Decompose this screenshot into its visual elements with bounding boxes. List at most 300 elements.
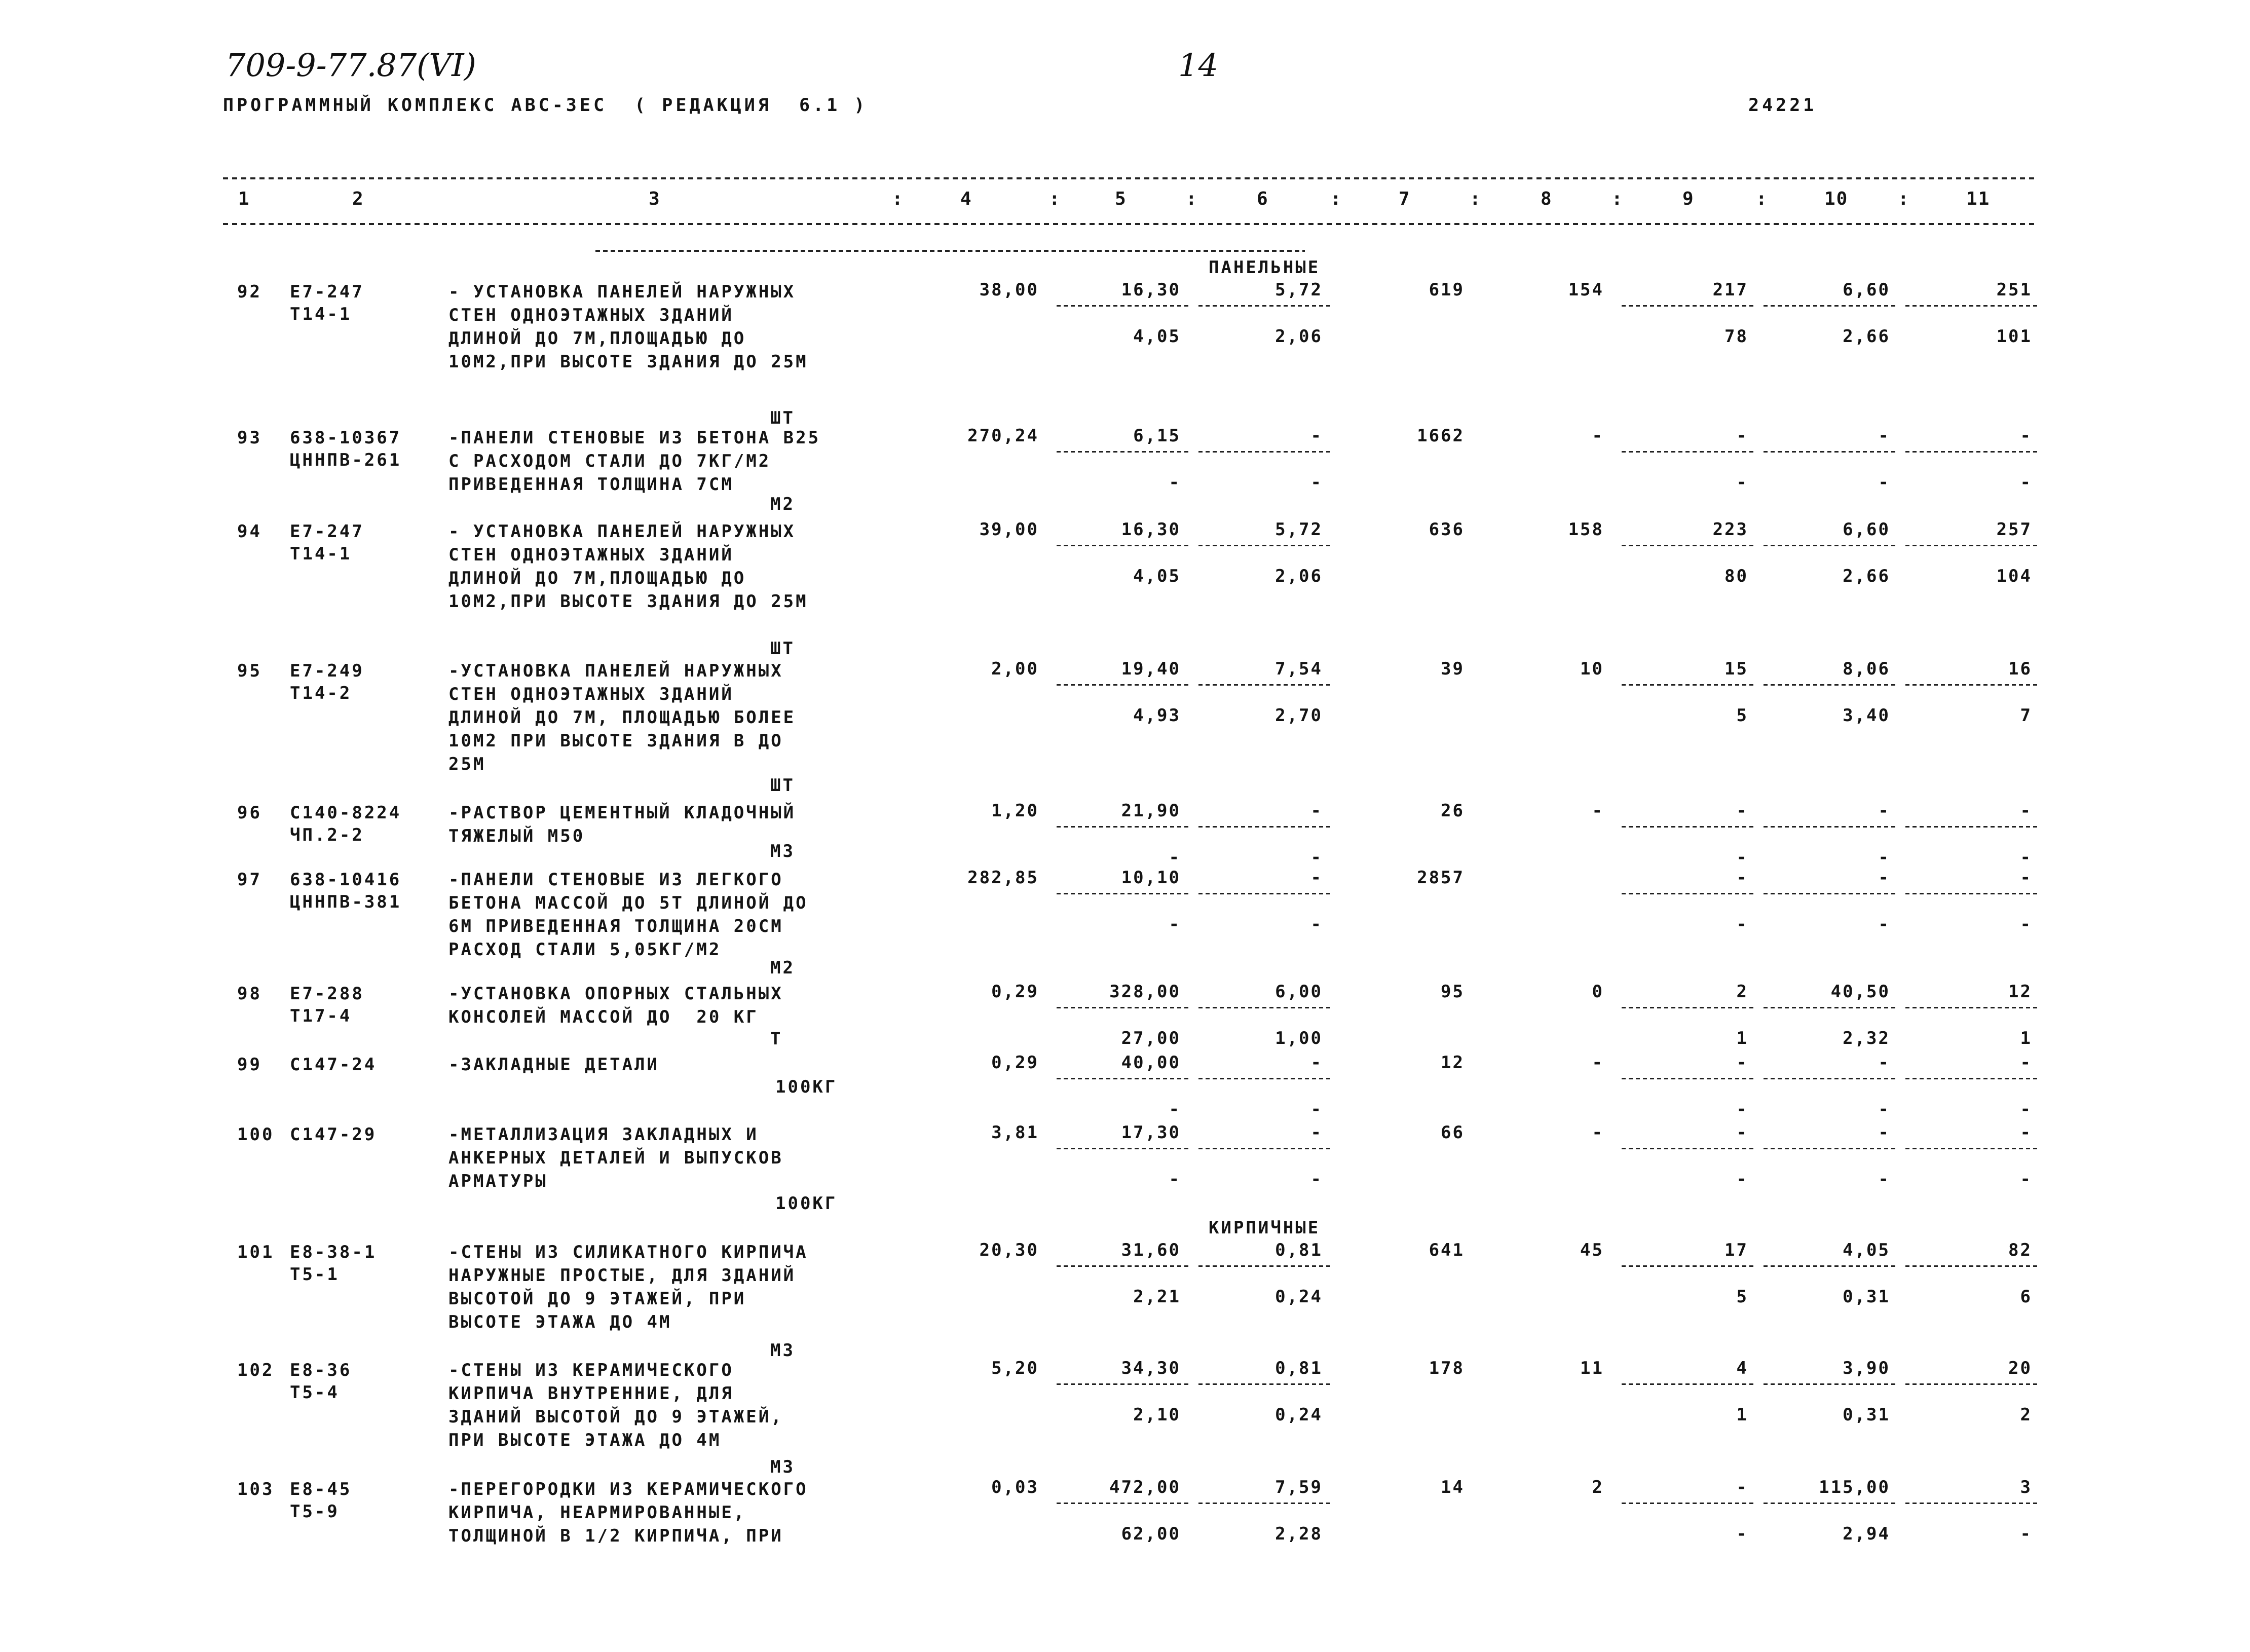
cell-c10b: 2,32 bbox=[1843, 1028, 1890, 1048]
cell-c5b: - bbox=[1169, 847, 1181, 868]
col-sep: : bbox=[1186, 189, 1198, 209]
cell-separator bbox=[1057, 1078, 1188, 1079]
cell-c6: 0,81 bbox=[1275, 1240, 1323, 1260]
row-number: 99 bbox=[237, 1055, 262, 1075]
cell-c11: - bbox=[2020, 1122, 2032, 1143]
cell-c11b: 1 bbox=[2020, 1028, 2032, 1048]
col-sep: : bbox=[1330, 189, 1342, 209]
row-unit: ШТ bbox=[770, 639, 795, 659]
cell-c4: 270,24 bbox=[967, 426, 1039, 446]
row-code-secondary: Т5-9 bbox=[290, 1501, 340, 1522]
cell-c11b: 101 bbox=[1996, 326, 2032, 347]
row-code: Е8-38-1 bbox=[290, 1242, 377, 1262]
col-sep: : bbox=[1898, 189, 1910, 209]
row-number: 94 bbox=[237, 521, 262, 542]
cell-separator bbox=[1764, 305, 1898, 307]
row-number: 92 bbox=[237, 282, 262, 302]
cell-c11: 12 bbox=[2008, 982, 2032, 1002]
col-header-10: 10 bbox=[1824, 189, 1849, 209]
cell-c5: 31,60 bbox=[1121, 1240, 1181, 1260]
cell-c10b: 2,66 bbox=[1843, 326, 1890, 347]
cell-c10: - bbox=[1878, 1122, 1890, 1143]
row-description-line: -ПАНЕЛИ СТЕНОВЫЕ ИЗ БЕТОНА В25 bbox=[448, 428, 821, 448]
cell-c6b: - bbox=[1310, 472, 1323, 493]
cell-c10b: - bbox=[1878, 847, 1890, 868]
cell-c11b: 2 bbox=[2020, 1405, 2032, 1425]
row-code: Е7-288 bbox=[290, 984, 364, 1004]
cell-separator bbox=[1198, 1078, 1330, 1079]
cell-c5b: 27,00 bbox=[1121, 1028, 1181, 1048]
row-unit: 100КГ bbox=[775, 1193, 838, 1214]
cell-c8: - bbox=[1592, 801, 1604, 821]
col-sep: : bbox=[1611, 189, 1624, 209]
cell-separator bbox=[1057, 305, 1188, 307]
table-header-border bbox=[223, 223, 2037, 225]
cell-c5b: - bbox=[1169, 1099, 1181, 1119]
cell-c7: 26 bbox=[1441, 801, 1465, 821]
cell-separator bbox=[1198, 1503, 1330, 1504]
cell-c5: 40,00 bbox=[1121, 1053, 1181, 1073]
cell-c10: 6,60 bbox=[1843, 280, 1890, 300]
cell-c11b: - bbox=[2020, 472, 2032, 493]
cell-c6: 5,72 bbox=[1275, 280, 1323, 300]
cell-c10: - bbox=[1878, 1053, 1890, 1073]
row-description-line: 25М bbox=[448, 754, 486, 774]
cell-c4: 1,20 bbox=[991, 801, 1039, 821]
cell-c5: 19,40 bbox=[1121, 659, 1181, 679]
cell-c9b: 5 bbox=[1736, 1287, 1748, 1307]
cell-c6: - bbox=[1310, 868, 1323, 888]
cell-c11b: - bbox=[2020, 847, 2032, 868]
cell-separator bbox=[1198, 1148, 1330, 1149]
cell-separator bbox=[1057, 1383, 1188, 1385]
row-description-line: -ПАНЕЛИ СТЕНОВЫЕ ИЗ ЛЕГКОГО bbox=[448, 870, 783, 890]
cell-c5b: 4,05 bbox=[1133, 566, 1181, 586]
cell-c11: 251 bbox=[1996, 280, 2032, 300]
cell-separator bbox=[1622, 826, 1756, 828]
cell-separator bbox=[1198, 1007, 1330, 1008]
row-description-line: -МЕТАЛЛИЗАЦИЯ ЗАКЛАДНЫХ И bbox=[448, 1124, 759, 1145]
row-code: Е7-249 bbox=[290, 661, 364, 681]
row-description-line: КИРПИЧА ВНУТРЕННИЕ, ДЛЯ bbox=[448, 1383, 734, 1404]
col-header-8: 8 bbox=[1541, 189, 1553, 209]
row-description-line: -ЗАКЛАДНЫЕ ДЕТАЛИ bbox=[448, 1055, 659, 1075]
cell-c10b: 2,66 bbox=[1843, 566, 1890, 586]
row-unit: М2 bbox=[770, 494, 795, 514]
col-sep: : bbox=[892, 189, 904, 209]
col-header-6: 6 bbox=[1257, 189, 1269, 209]
cell-separator bbox=[1057, 893, 1188, 894]
cell-c7: 39 bbox=[1441, 659, 1465, 679]
row-code: Е7-247 bbox=[290, 521, 364, 542]
cell-c11: - bbox=[2020, 426, 2032, 446]
cell-separator bbox=[1764, 1265, 1898, 1267]
cell-c8: - bbox=[1592, 426, 1604, 446]
row-description-line: СТЕН ОДНОЭТАЖНЫХ ЗДАНИЙ bbox=[448, 684, 734, 704]
row-code-secondary: Т5-1 bbox=[290, 1264, 340, 1285]
cell-c9b: - bbox=[1736, 914, 1748, 934]
cell-c9: 223 bbox=[1712, 519, 1748, 540]
cell-c10b: - bbox=[1878, 1169, 1890, 1189]
cell-separator bbox=[1198, 305, 1330, 307]
cell-separator bbox=[1622, 1007, 1756, 1008]
cell-separator bbox=[1057, 1503, 1188, 1504]
cell-c8: - bbox=[1592, 1122, 1604, 1143]
cell-c9b: - bbox=[1736, 1524, 1748, 1544]
cell-c9: - bbox=[1736, 868, 1748, 888]
cell-c7: 66 bbox=[1441, 1122, 1465, 1143]
cell-c11b: 6 bbox=[2020, 1287, 2032, 1307]
row-description-line: ВЫСОТЕ ЭТАЖА ДО 4М bbox=[448, 1312, 672, 1332]
document-code: 709-9-77.87(VI) bbox=[226, 47, 476, 84]
row-unit: М2 bbox=[770, 958, 795, 978]
cell-separator bbox=[1057, 1265, 1188, 1267]
cell-c7: 178 bbox=[1429, 1358, 1465, 1378]
cell-c6b: 1,00 bbox=[1275, 1028, 1323, 1048]
col-sep: : bbox=[1470, 189, 1482, 209]
cell-c4: 38,00 bbox=[979, 280, 1039, 300]
row-description-line: С РАСХОДОМ СТАЛИ ДО 7КГ/М2 bbox=[448, 451, 771, 471]
row-code: Е8-45 bbox=[290, 1479, 352, 1499]
cell-c6: 6,00 bbox=[1275, 982, 1323, 1002]
row-unit: ШТ bbox=[770, 775, 795, 796]
cell-separator bbox=[1198, 893, 1330, 894]
row-description-line: - УСТАНОВКА ПАНЕЛЕЙ НАРУЖНЫХ bbox=[448, 521, 796, 542]
cell-c5: 21,90 bbox=[1121, 801, 1181, 821]
cell-c5: 16,30 bbox=[1121, 280, 1181, 300]
col-header-1: 1 bbox=[238, 189, 250, 209]
cell-c10: 40,50 bbox=[1830, 982, 1890, 1002]
row-number: 95 bbox=[237, 661, 262, 681]
row-number: 100 bbox=[237, 1124, 275, 1145]
cell-separator bbox=[1905, 305, 2037, 307]
cell-separator bbox=[1905, 684, 2037, 686]
cell-separator bbox=[1764, 545, 1898, 546]
cell-separator bbox=[1622, 1503, 1756, 1504]
cell-c7: 12 bbox=[1441, 1053, 1465, 1073]
row-unit: М3 bbox=[770, 841, 795, 861]
cell-c6b: - bbox=[1310, 1099, 1323, 1119]
row-description-line: - УСТАНОВКА ПАНЕЛЕЙ НАРУЖНЫХ bbox=[448, 282, 796, 302]
cell-separator bbox=[1057, 1148, 1188, 1149]
cell-separator bbox=[1622, 1383, 1756, 1385]
cell-c9b: - bbox=[1736, 1099, 1748, 1119]
cell-separator bbox=[1057, 684, 1188, 686]
row-description-line: ДЛИНОЙ ДО 7М,ПЛОЩАДЬЮ ДО bbox=[448, 328, 746, 349]
cell-separator bbox=[1198, 545, 1330, 546]
cell-c10b: - bbox=[1878, 1099, 1890, 1119]
cell-c6b: 2,06 bbox=[1275, 566, 1323, 586]
cell-separator bbox=[1905, 545, 2037, 546]
cell-separator bbox=[1198, 451, 1330, 453]
cell-c5b: - bbox=[1169, 472, 1181, 493]
row-number: 93 bbox=[237, 428, 262, 448]
row-code-secondary: ЦННПВ-261 bbox=[290, 450, 402, 470]
row-description-line: -СТЕНЫ ИЗ СИЛИКАТНОГО КИРПИЧА bbox=[448, 1242, 808, 1262]
cell-separator bbox=[1057, 545, 1188, 546]
cell-c8: 154 bbox=[1568, 280, 1604, 300]
cell-c5b: - bbox=[1169, 914, 1181, 934]
row-description-line: АНКЕРНЫХ ДЕТАЛЕЙ И ВЫПУСКОВ bbox=[448, 1148, 783, 1168]
row-number: 101 bbox=[237, 1242, 275, 1262]
cell-c8: 158 bbox=[1568, 519, 1604, 540]
cell-c9b: 5 bbox=[1736, 705, 1748, 726]
cell-c10: - bbox=[1878, 801, 1890, 821]
cell-c8: - bbox=[1592, 1053, 1604, 1073]
row-description-line: 10М2 ПРИ ВЫСОТЕ ЗДАНИЯ В ДО bbox=[448, 731, 783, 751]
cell-c6b: 0,24 bbox=[1275, 1287, 1323, 1307]
cell-c9: 15 bbox=[1724, 659, 1748, 679]
row-unit: Т bbox=[770, 1029, 783, 1049]
row-description-line: 6М ПРИВЕДЕННАЯ ТОЛЩИНА 20СМ bbox=[448, 916, 783, 936]
cell-c9: - bbox=[1736, 1053, 1748, 1073]
cell-separator bbox=[1057, 1007, 1188, 1008]
row-unit: ШТ bbox=[770, 408, 795, 428]
cell-c11b: - bbox=[2020, 1524, 2032, 1544]
row-code-secondary: ЧП.2-2 bbox=[290, 825, 364, 845]
row-description-line: РАСХОД СТАЛИ 5,05КГ/М2 bbox=[448, 940, 722, 960]
row-description-line: -СТЕНЫ ИЗ КЕРАМИЧЕСКОГО bbox=[448, 1360, 734, 1380]
cell-c5b: 2,21 bbox=[1133, 1287, 1181, 1307]
col-header-5: 5 bbox=[1115, 189, 1127, 209]
row-code-secondary: Т14-1 bbox=[290, 304, 352, 324]
cell-c6: 5,72 bbox=[1275, 519, 1323, 540]
cell-c8: 0 bbox=[1592, 982, 1604, 1002]
cell-c5: 17,30 bbox=[1121, 1122, 1181, 1143]
cell-c10: 4,05 bbox=[1843, 1240, 1890, 1260]
cell-c6b: - bbox=[1310, 914, 1323, 934]
cell-separator bbox=[1057, 451, 1188, 453]
cell-c10: - bbox=[1878, 868, 1890, 888]
cell-c11: 82 bbox=[2008, 1240, 2032, 1260]
cell-c5: 10,10 bbox=[1121, 868, 1181, 888]
cell-c7: 1662 bbox=[1417, 426, 1465, 446]
cell-c10b: 0,31 bbox=[1843, 1405, 1890, 1425]
cell-c7: 14 bbox=[1441, 1477, 1465, 1497]
row-description-line: СТЕН ОДНОЭТАЖНЫХ ЗДАНИЙ bbox=[448, 545, 734, 565]
row-code: С140-8224 bbox=[290, 803, 402, 823]
cell-c6: - bbox=[1310, 426, 1323, 446]
cell-c7: 619 bbox=[1429, 280, 1465, 300]
cell-c11b: 104 bbox=[1996, 566, 2032, 586]
row-description-line: -ПЕРЕГОРОДКИ ИЗ КЕРАМИЧЕСКОГО bbox=[448, 1479, 808, 1499]
row-number: 96 bbox=[237, 803, 262, 823]
cell-c9: 17 bbox=[1724, 1240, 1748, 1260]
cell-separator bbox=[1905, 1503, 2037, 1504]
cell-c11b: - bbox=[2020, 914, 2032, 934]
section-label-panel: ПАНЕЛЬНЫЕ bbox=[1209, 257, 1321, 278]
cell-c5: 16,30 bbox=[1121, 519, 1181, 540]
section-label-brick: КИРПИЧНЫЕ bbox=[1209, 1218, 1321, 1238]
cell-c6: 7,54 bbox=[1275, 659, 1323, 679]
cell-c6b: - bbox=[1310, 1169, 1323, 1189]
cell-separator bbox=[1622, 451, 1756, 453]
cell-c10b: 2,94 bbox=[1843, 1524, 1890, 1544]
cell-separator bbox=[1622, 1078, 1756, 1079]
col-header-11: 11 bbox=[1966, 189, 1991, 209]
row-unit: М3 bbox=[770, 1340, 795, 1361]
document-number: 24221 bbox=[1748, 95, 1817, 116]
row-code: Е8-36 bbox=[290, 1360, 352, 1380]
cell-separator bbox=[1198, 826, 1330, 828]
cell-separator bbox=[1622, 305, 1756, 307]
cell-separator bbox=[1764, 1007, 1898, 1008]
cell-c9: 217 bbox=[1712, 280, 1748, 300]
cell-c10b: - bbox=[1878, 472, 1890, 493]
cell-c5b: - bbox=[1169, 1169, 1181, 1189]
cell-c9b: 1 bbox=[1736, 1028, 1748, 1048]
cell-c5b: 4,05 bbox=[1133, 326, 1181, 347]
cell-c10b: 3,40 bbox=[1843, 705, 1890, 726]
row-number: 97 bbox=[237, 870, 262, 890]
cell-c9b: - bbox=[1736, 847, 1748, 868]
cell-c5: 6,15 bbox=[1133, 426, 1181, 446]
row-description-line: ДЛИНОЙ ДО 7М,ПЛОЩАДЬЮ ДО bbox=[448, 568, 746, 588]
row-description-line: АРМАТУРЫ bbox=[448, 1171, 548, 1191]
cell-separator bbox=[1764, 1383, 1898, 1385]
row-code: 638-10367 bbox=[290, 428, 402, 448]
row-description-line: 10М2,ПРИ ВЫСОТЕ ЗДАНИЯ ДО 25М bbox=[448, 352, 808, 372]
cell-c7: 636 bbox=[1429, 519, 1465, 540]
cell-c10: 3,90 bbox=[1843, 1358, 1890, 1378]
cell-c5b: 62,00 bbox=[1121, 1524, 1181, 1544]
col-header-2: 2 bbox=[352, 189, 364, 209]
cell-c11: - bbox=[2020, 801, 2032, 821]
cell-c9: 2 bbox=[1736, 982, 1748, 1002]
cell-c6b: 2,06 bbox=[1275, 326, 1323, 347]
cell-c5b: 4,93 bbox=[1133, 705, 1181, 726]
row-description-line: 10М2,ПРИ ВЫСОТЕ ЗДАНИЯ ДО 25М bbox=[448, 591, 808, 612]
cell-c10: 115,00 bbox=[1819, 1477, 1890, 1497]
row-description-line: ТОЛЩИНОЙ В 1/2 КИРПИЧА, ПРИ bbox=[448, 1526, 783, 1546]
cell-c11b: - bbox=[2020, 1099, 2032, 1119]
cell-separator bbox=[1905, 451, 2037, 453]
row-code: С147-29 bbox=[290, 1124, 377, 1145]
cell-c9b: 1 bbox=[1736, 1405, 1748, 1425]
cell-c5: 34,30 bbox=[1121, 1358, 1181, 1378]
col-sep: : bbox=[1756, 189, 1768, 209]
cell-c11: 3 bbox=[2020, 1477, 2032, 1497]
row-description-line: ПРИ ВЫСОТЕ ЭТАЖА ДО 4М bbox=[448, 1430, 722, 1450]
cell-separator bbox=[1905, 1265, 2037, 1267]
cell-c10: 8,06 bbox=[1843, 659, 1890, 679]
page-number: 14 bbox=[1178, 47, 1218, 84]
cell-c4: 282,85 bbox=[967, 868, 1039, 888]
cell-separator bbox=[1764, 1503, 1898, 1504]
cell-separator bbox=[1764, 684, 1898, 686]
cell-c6: 0,81 bbox=[1275, 1358, 1323, 1378]
cell-c11: 16 bbox=[2008, 659, 2032, 679]
row-description-line: НАРУЖНЫЕ ПРОСТЫЕ, ДЛЯ ЗДАНИЙ bbox=[448, 1265, 796, 1286]
cell-separator bbox=[1622, 1265, 1756, 1267]
row-code-secondary: Т14-1 bbox=[290, 544, 352, 564]
cell-separator bbox=[1905, 1148, 2037, 1149]
cell-c6: - bbox=[1310, 801, 1323, 821]
cell-c6: 7,59 bbox=[1275, 1477, 1323, 1497]
cell-c5: 472,00 bbox=[1109, 1477, 1181, 1497]
cell-c4: 3,81 bbox=[991, 1122, 1039, 1143]
cell-c4: 5,20 bbox=[991, 1358, 1039, 1378]
col-header-7: 7 bbox=[1399, 189, 1411, 209]
cell-c9: - bbox=[1736, 426, 1748, 446]
cell-c9b: 78 bbox=[1724, 326, 1748, 347]
cell-c6: - bbox=[1310, 1122, 1323, 1143]
cell-separator bbox=[1198, 1265, 1330, 1267]
cell-c6b: 0,24 bbox=[1275, 1405, 1323, 1425]
col-header-4: 4 bbox=[960, 189, 972, 209]
col-sep: : bbox=[1049, 189, 1061, 209]
cell-c8: 45 bbox=[1580, 1240, 1604, 1260]
cell-c11: - bbox=[2020, 1053, 2032, 1073]
cell-c10: 6,60 bbox=[1843, 519, 1890, 540]
table-top-border bbox=[223, 177, 2037, 179]
row-number: 102 bbox=[237, 1360, 275, 1380]
row-description-line: -РАСТВОР ЦЕМЕНТНЫЙ КЛАДОЧНЫЙ bbox=[448, 803, 796, 823]
row-number: 103 bbox=[237, 1479, 275, 1499]
cell-c11b: - bbox=[2020, 1169, 2032, 1189]
row-code: 638-10416 bbox=[290, 870, 402, 890]
row-description-line: СТЕН ОДНОЭТАЖНЫХ ЗДАНИЙ bbox=[448, 305, 734, 325]
row-description-line: КОНСОЛЕЙ МАССОЙ ДО 20 КГ bbox=[448, 1007, 759, 1027]
cell-c9b: - bbox=[1736, 472, 1748, 493]
row-code-secondary: Т14-2 bbox=[290, 683, 352, 703]
cell-c6b: 2,28 bbox=[1275, 1524, 1323, 1544]
cell-c11: 20 bbox=[2008, 1358, 2032, 1378]
cell-c9b: 80 bbox=[1724, 566, 1748, 586]
row-description-line: ВЫСОТОЙ ДО 9 ЭТАЖЕЙ, ПРИ bbox=[448, 1289, 746, 1309]
cell-separator bbox=[1905, 893, 2037, 894]
cell-separator bbox=[1622, 1148, 1756, 1149]
cell-c4: 0,03 bbox=[991, 1477, 1039, 1497]
row-description-line: -УСТАНОВКА ПАНЕЛЕЙ НАРУЖНЫХ bbox=[448, 661, 783, 681]
cell-c10b: 0,31 bbox=[1843, 1287, 1890, 1307]
row-code-secondary: Т17-4 bbox=[290, 1006, 352, 1026]
cell-separator bbox=[1764, 1148, 1898, 1149]
cell-c7: 641 bbox=[1429, 1240, 1465, 1260]
cell-separator bbox=[1622, 545, 1756, 546]
cell-separator bbox=[1622, 893, 1756, 894]
cell-c9b: - bbox=[1736, 1169, 1748, 1189]
cell-separator bbox=[1905, 1007, 2037, 1008]
col-header-9: 9 bbox=[1682, 189, 1695, 209]
cell-separator bbox=[1764, 893, 1898, 894]
cell-c11: - bbox=[2020, 868, 2032, 888]
cell-separator bbox=[1764, 451, 1898, 453]
cell-c10b: - bbox=[1878, 914, 1890, 934]
cell-c11b: 7 bbox=[2020, 705, 2032, 726]
cell-c9: 4 bbox=[1736, 1358, 1748, 1378]
row-code-secondary: Т5-4 bbox=[290, 1382, 340, 1403]
row-description-line: ТЯЖЕЛЫЙ М50 bbox=[448, 826, 585, 846]
cell-c6b: - bbox=[1310, 847, 1323, 868]
cell-separator bbox=[1764, 1078, 1898, 1079]
cell-separator bbox=[1198, 684, 1330, 686]
cell-c6b: 2,70 bbox=[1275, 705, 1323, 726]
cell-c4: 39,00 bbox=[979, 519, 1039, 540]
cell-separator bbox=[1905, 826, 2037, 828]
row-description-line: ДЛИНОЙ ДО 7М, ПЛОЩАДЬЮ БОЛЕЕ bbox=[448, 707, 796, 728]
cell-separator bbox=[1057, 826, 1188, 828]
cell-c5: 328,00 bbox=[1109, 982, 1181, 1002]
cell-c4: 20,30 bbox=[979, 1240, 1039, 1260]
cell-c7: 95 bbox=[1441, 982, 1465, 1002]
row-code: С147-24 bbox=[290, 1055, 377, 1075]
cell-c9: - bbox=[1736, 1477, 1748, 1497]
cell-c5b: 2,10 bbox=[1133, 1405, 1181, 1425]
cell-c4: 0,29 bbox=[991, 982, 1039, 1002]
cell-c4: 0,29 bbox=[991, 1053, 1039, 1073]
cell-c8: 2 bbox=[1592, 1477, 1604, 1497]
